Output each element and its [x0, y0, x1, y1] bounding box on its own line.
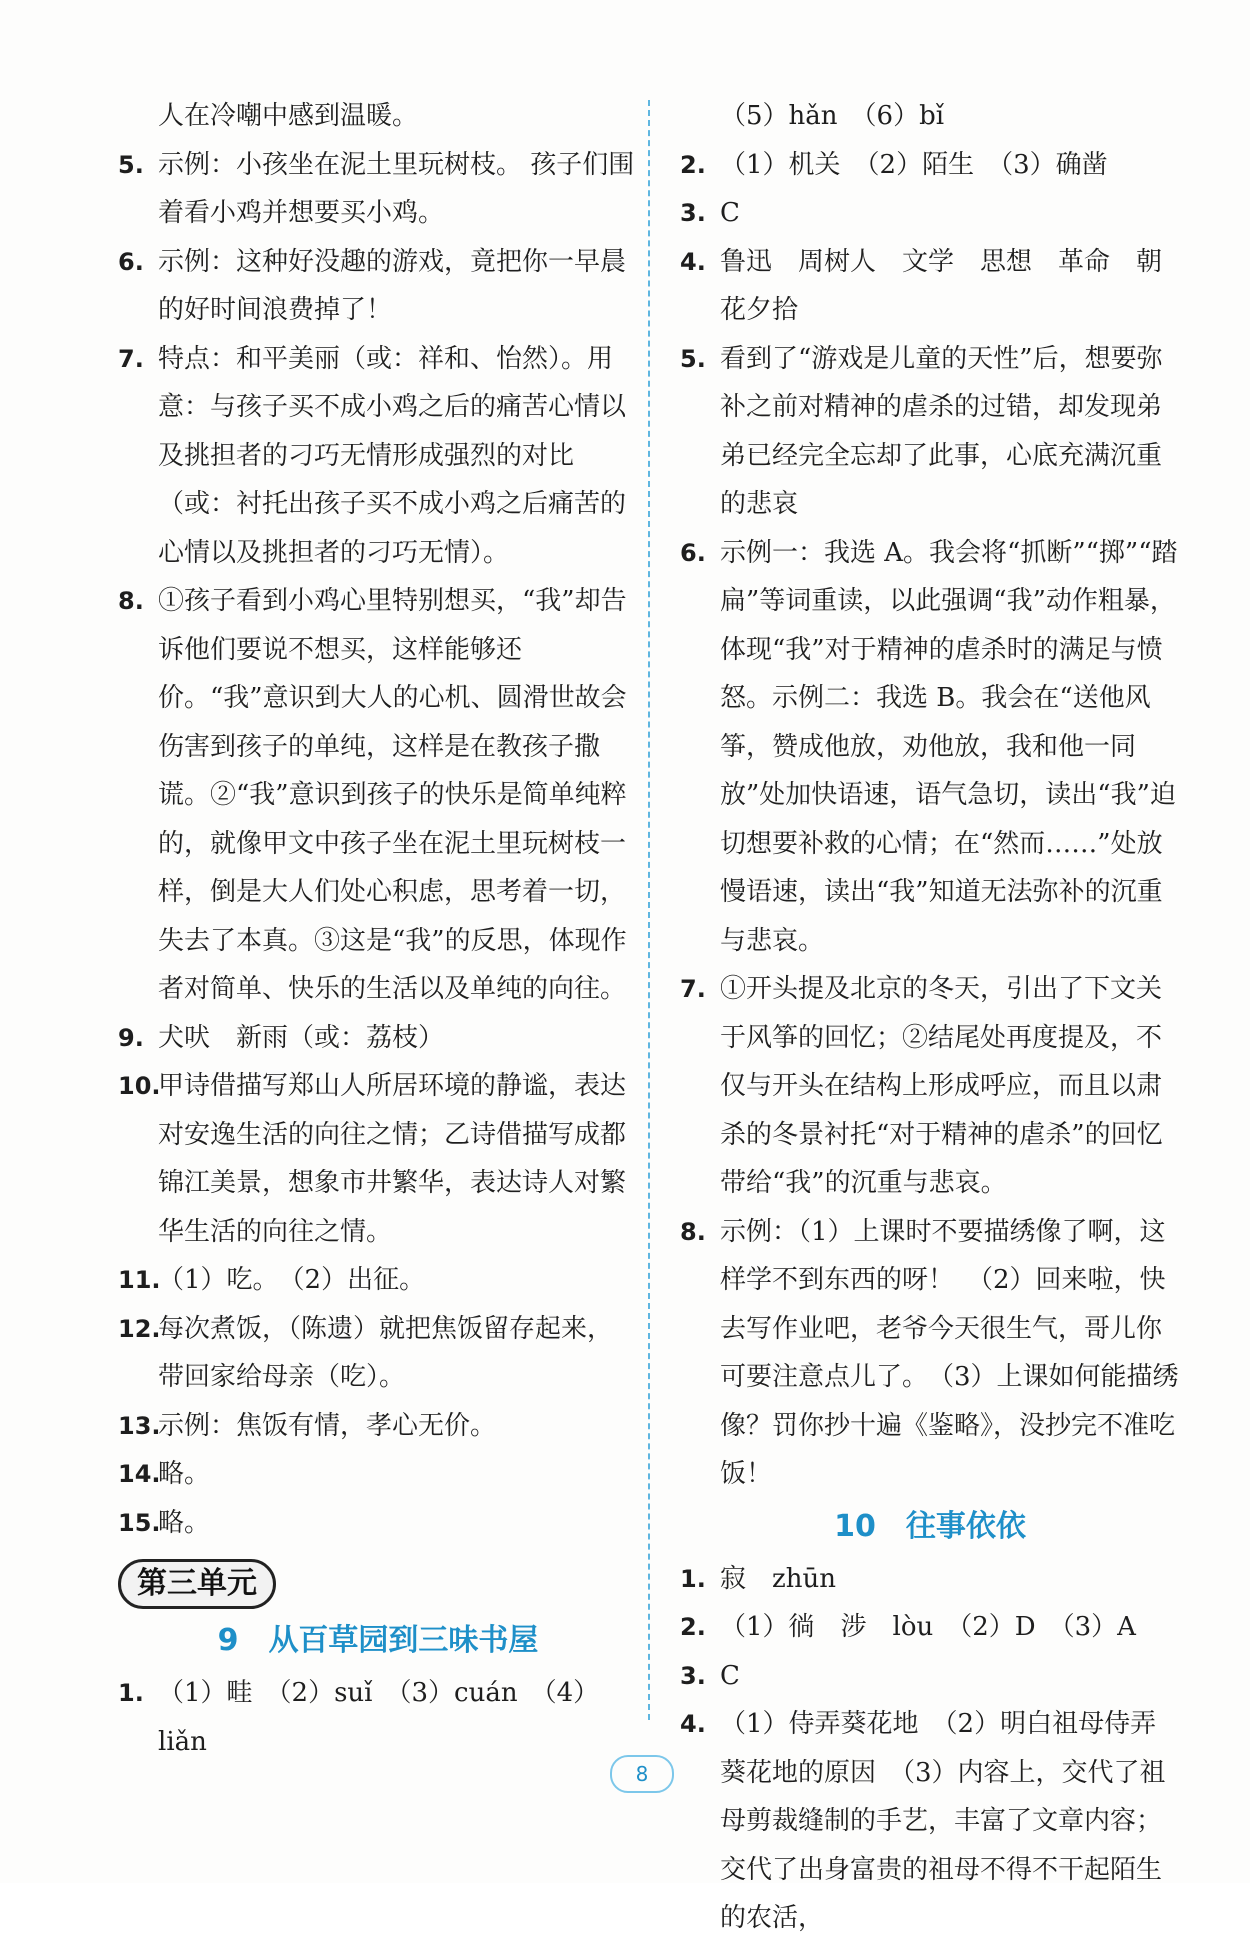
s9-answer-item-8: 8. 示例：（1）上课时不要描绣像了啊，这样学不到东西的呀！ （2）回来啦，快去写作业吧，老爷今天很生气，哥儿你可要注意点儿了。 （3）上课如何能描绣像？罚你抄十遍《鉴略》，没抄完不准吃饭！ [680, 1216, 1179, 1489]
s10-answer-item-2: 2. （1）徜 涉 lòu （2）D （3）A [680, 1612, 1136, 1642]
intro-line: 人在冷嘲中感到温暖。 [158, 101, 419, 131]
s9-answer-item-2: 2. （1）机关 （2）陌生 （3）确凿 [680, 149, 1108, 180]
right-column [680, 92, 1180, 1943]
answer-item-7: 7. 特点：和平美丽（或：祥和、怡然）。用意：与孩子买不成小鸡之后的痛苦心情以及挑担者的刁巧无情形成强烈的对比（或：衬托出孩子买不成小鸡之后痛苦的心情以及挑担者的刁巧无情）。 [118, 343, 627, 568]
s9-answer-item-1: 1. （1）畦 （2）suǐ （3）cuán （4）liǎn [118, 1678, 600, 1757]
s9-answer-item-4: 4. 鲁迅 周树人 文学 思想 革命 朝花夕拾 [680, 246, 1163, 325]
left-column [118, 92, 638, 1766]
answer-item-15: 15. 略。 [118, 1507, 211, 1538]
section-name: 往事依依 [905, 1508, 1026, 1544]
page-number: 8 [610, 1755, 674, 1793]
s9-answer-item-6: 6. 示例一：我选 A。我会将“抓断”“掷”“踏扁”等词重读，以此强调“我”动作粗暴，体现“我”对于精神的虐杀时的满足与愤怒。示例二：我选 B。我会在“送他风筝，赞成他放，劝他放，我和他一同放”处加快语速，语气急切，读出“我”迫切想要补救的心情；在“然而……”处放慢语速，读出“我”知道无法弥补的沉重与悲哀。 [680, 537, 1178, 956]
s9-answer-item-5: 5. 看到了“游戏是儿童的天性”后，想要弥补之前对精神的虐杀的过错，却发现弟弟已经完全忘却了此事，心底充满沉重的悲哀 [680, 343, 1163, 519]
s9-answer-item-3: 3. C [680, 198, 740, 228]
column-divider [648, 100, 650, 1720]
section-number: 10 [834, 1508, 876, 1544]
unit-title: 第三单元 [118, 1559, 276, 1609]
section-number: 9 [217, 1623, 239, 1658]
s10-answer-item-4: 4. （1）侍弄葵花地 （2）明白祖母侍弄葵花地的原因 （3）内容上，交代了祖母剪裁缝制的手艺，丰富了文章内容；交代了出身富贵的祖母不得不干起陌生的农活， [680, 1709, 1166, 1933]
answer-item-12: 12. 每次煮饭，（陈遗）就把焦饭留存起来，带回家给母亲（吃）。 [118, 1313, 614, 1392]
answer-item-14: 14. 略。 [118, 1459, 211, 1489]
s10-answer-item-1: 1. 寂 zhūn [680, 1563, 836, 1594]
answer-item-6: 6. 示例：这种好没趣的游戏，竟把你一早晨的好时间浪费掉了！ [118, 246, 627, 325]
answer-item-8: 8. ①孩子看到小鸡心里特别想买，“我”却告诉他们要说不想买，这样能够还价。“我”意识到大人的心机、圆滑世故会伤害到孩子的单纯，这样是在教孩子撒谎。②“我”意识到孩子的快乐是简单纯粹的，就像甲文中孩子坐在泥土里玩树枝一样，倒是大人们处心积虑，思考着一切，失去了本真。③这是“我”的反思，体现作者对简单、快乐的生活以及单纯的向往。 [118, 586, 627, 1004]
s9-answer-item-7: 7. ①开头提及北京的冬天，引出了下文关于风筝的回忆；②结尾处再度提及，不仅与开头在结构上形成呼应，而且以肃杀的冬景衬托“对于精神的虐杀”的回忆带给“我”的沉重与悲哀。 [680, 974, 1163, 1198]
section-title-9 [118, 1613, 638, 1669]
s9-item1-continued: （5）hǎn （6）bǐ [720, 101, 945, 131]
answer-item-5: 5. 示例：小孩坐在泥土里玩树枝。 孩子们围着看小鸡并想要买小鸡。 [118, 149, 635, 228]
answer-item-10: 10. 甲诗借描写郑山人所居环境的静谧，表达对安逸生活的向往之情；乙诗借描写成都锦江美景，想象市井繁华，表达诗人对繁华生活的向往之情。 [118, 1071, 627, 1247]
s10-answer-item-3: 3. C [680, 1660, 740, 1691]
answer-item-13: 13. 示例：焦饭有情，孝心无价。 [118, 1410, 497, 1441]
section-title-10 [680, 1499, 1180, 1555]
answer-item-9: 9. 犬吠 新雨（或：荔枝） [118, 1022, 445, 1053]
answer-item-11: 11. （1）吃。 （2）出征。 [118, 1265, 426, 1295]
section-name: 从百草园到三味书屋 [268, 1623, 539, 1658]
